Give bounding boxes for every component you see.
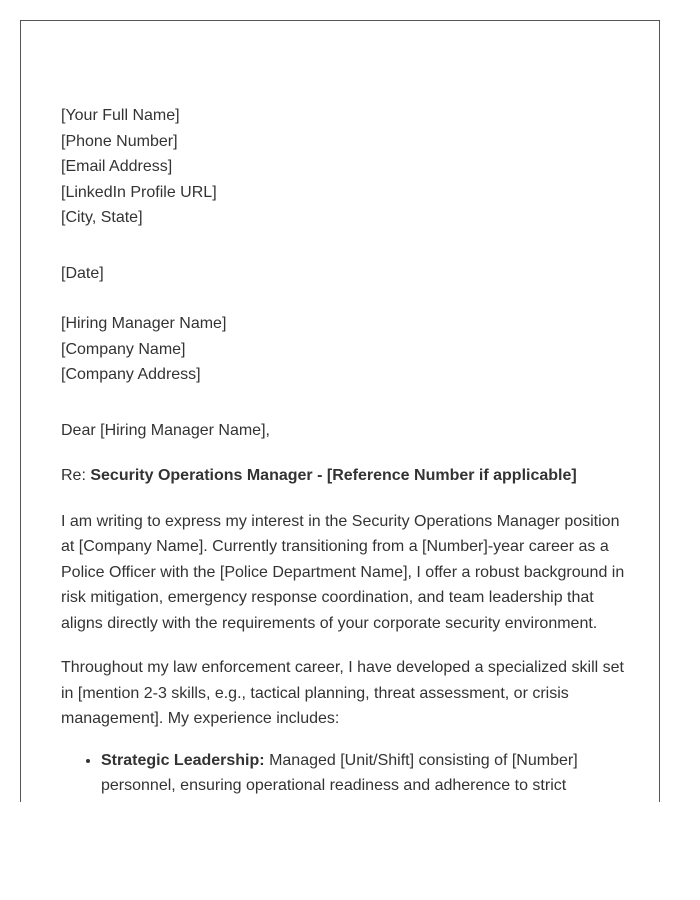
letter-body bbox=[61, 103, 633, 799]
letter-page bbox=[20, 20, 660, 802]
intro-paragraph: I am writing to express my interest in the Security Operations Manager position at [Company Name]. Currently transitioning from a [Number]-year career as a Police Officer with the [Police Department Name], I offer a robust background in risk mitigation, emergency response coordination, and team leadership that aligns directly with the requirements of your corporate security environment. bbox=[61, 512, 625, 632]
recipient-block bbox=[61, 311, 633, 388]
recipient-name: [Hiring Manager Name] bbox=[61, 315, 227, 332]
salutation: Dear [Hiring Manager Name], bbox=[61, 421, 270, 439]
experience-paragraph: Throughout my law enforcement career, I have developed a specialized skill set in [mention 2-3 skills, e.g., tactical planning, threat assessment, or crisis management]. My experience includes: bbox=[61, 659, 624, 727]
subject-title: Security Operations Manager - [Reference Number if applicable] bbox=[90, 467, 577, 484]
experience-list bbox=[61, 748, 633, 799]
list-item bbox=[101, 748, 633, 799]
recipient-address: [Company Address] bbox=[61, 366, 201, 383]
recipient-company: [Company Name] bbox=[61, 340, 186, 358]
subject-prefix: Re: bbox=[61, 467, 86, 484]
sender-linkedin: [LinkedIn Profile URL] bbox=[61, 183, 217, 201]
sender-email: [Email Address] bbox=[61, 158, 173, 175]
sender-name: [Your Full Name] bbox=[61, 107, 180, 124]
sender-phone: [Phone Number] bbox=[61, 132, 178, 150]
sender-block bbox=[61, 103, 633, 231]
subject-line bbox=[61, 463, 633, 489]
experience-item-title: Strategic Leadership: bbox=[101, 751, 265, 769]
sender-city-state: [City, State] bbox=[61, 209, 143, 226]
letter-date: [Date] bbox=[61, 264, 104, 282]
experience-item-text: Managed [Unit/Shift] consisting of [Number] personnel, ensuring operational readiness and adherence to strict bbox=[101, 751, 578, 794]
